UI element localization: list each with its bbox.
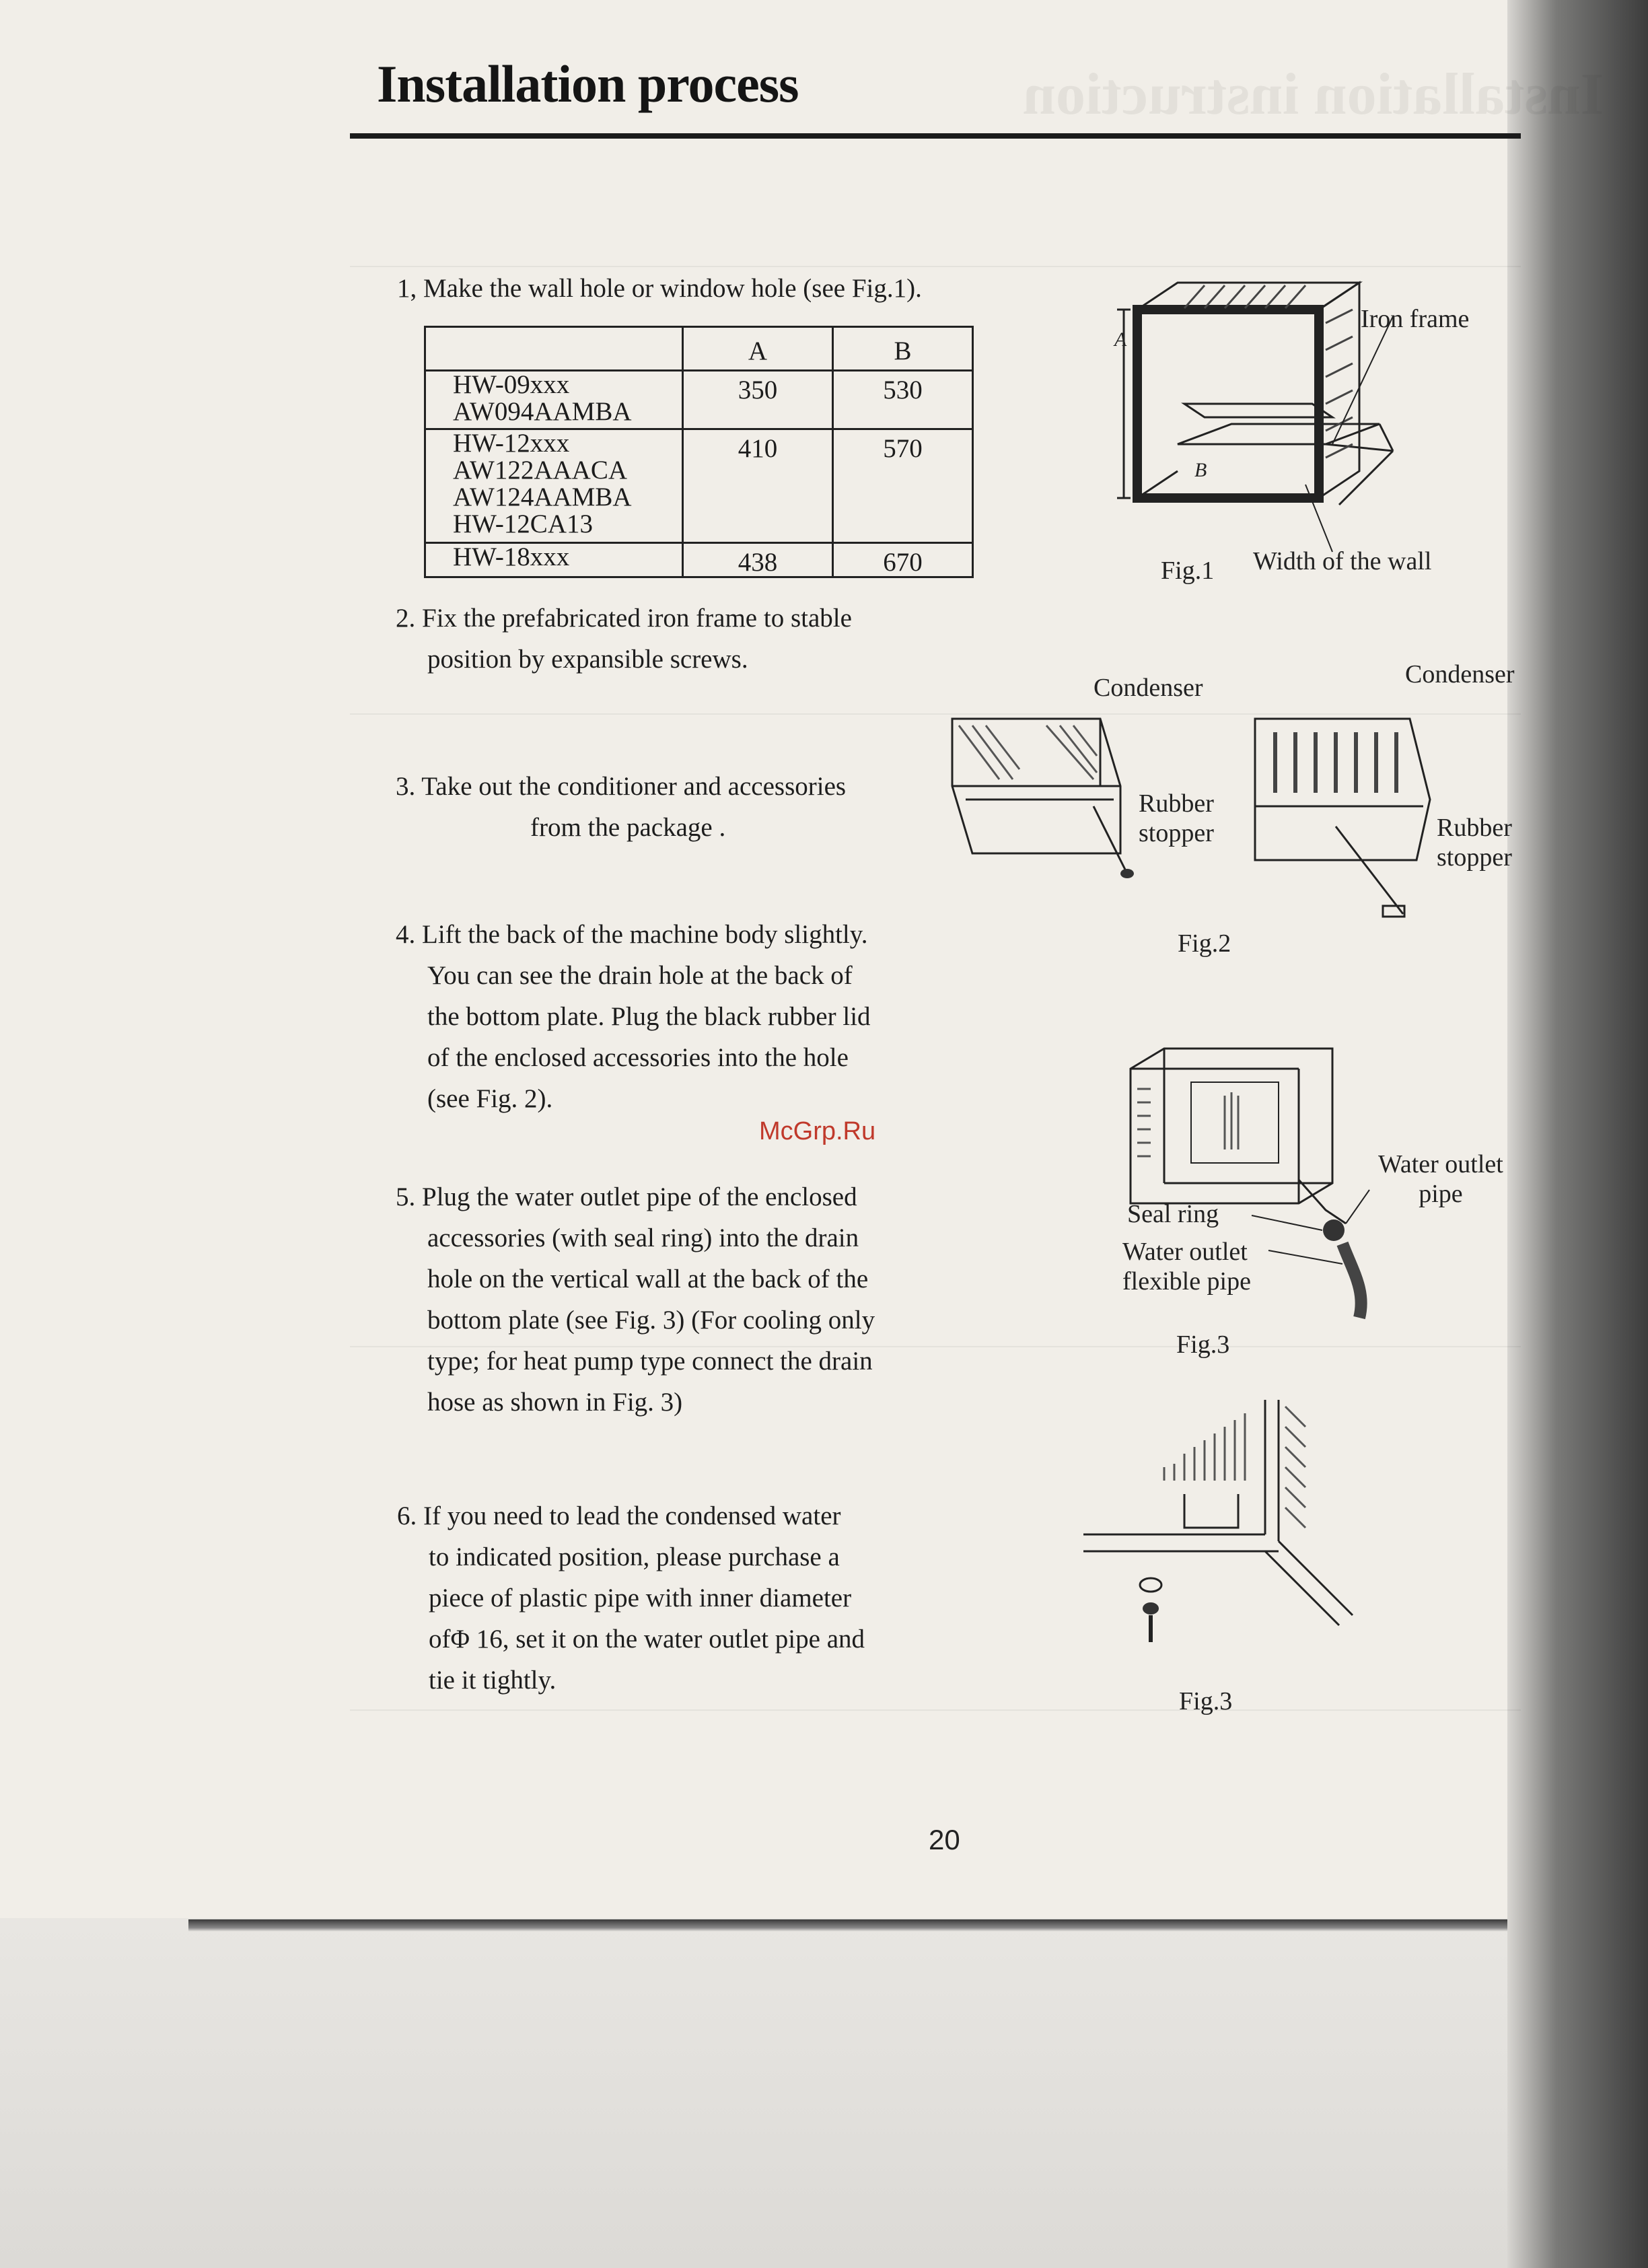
fig2-caption: Fig.2 [1178, 929, 1231, 958]
fig2-rubber-stopper-left-label [1139, 789, 1214, 848]
step-1 [397, 268, 922, 309]
step-6-line: ofΦ 16, set it on the water outlet pipe and [429, 1625, 865, 1654]
callout-line: Rubber [1139, 789, 1214, 818]
fig3-pipe-connection-drawing [1083, 1400, 1366, 1656]
table-header-a: A [683, 327, 833, 371]
bleed-through-line [350, 1709, 1521, 1711]
table-header-model [425, 327, 683, 371]
step-4 [396, 914, 871, 1119]
table-row [425, 543, 973, 577]
fig2-rubber-stopper-right-label [1437, 813, 1512, 872]
table-cell-b: 570 [833, 429, 973, 543]
step-3-line: 3. Take out the conditioner and accessories [396, 772, 847, 801]
table-cell-models [425, 371, 683, 429]
step-4-line: the bottom plate. Plug the black rubber lid [427, 1002, 871, 1031]
page-title: Installation process [377, 55, 799, 113]
fig1-dim-b: B [1194, 459, 1207, 481]
model-name: HW-18xxx [453, 542, 570, 571]
step-5 [396, 1176, 875, 1423]
step-2-line: position by expansible screws. [427, 645, 748, 674]
fig2-condenser-left-label: Condenser [1094, 674, 1203, 702]
page-binding-shadow [1507, 0, 1648, 2268]
table-cell-a: 350 [683, 371, 833, 429]
callout-line: flexible pipe [1122, 1267, 1251, 1296]
callout-line: Water outlet [1378, 1150, 1503, 1178]
table-cell-a: 438 [683, 543, 833, 577]
model-name: AW122AAACA [453, 456, 628, 485]
step-5-line: hose as shown in Fig. 3) [427, 1388, 683, 1417]
step-3-line: from the package . [530, 813, 726, 842]
table-cell-models [425, 543, 683, 577]
fig2-condenser-right-label: Condenser [1405, 660, 1515, 688]
title-rule [350, 133, 1521, 139]
table-header-b: B [833, 327, 973, 371]
step-4-line: of the enclosed accessories into the hole [427, 1043, 849, 1072]
callout-line: stopper [1437, 843, 1512, 872]
model-name: AW124AAMBA [453, 483, 632, 511]
fig3-flexible-pipe-label [1122, 1237, 1251, 1296]
step-6-line: to indicated position, please purchase a [429, 1543, 840, 1571]
step-5-line: bottom plate (see Fig. 3) (For cooling only [427, 1306, 875, 1335]
page-lower-area [0, 1918, 1648, 2268]
bleed-through-line [350, 266, 1521, 267]
fig3b-caption: Fig.3 [1179, 1687, 1233, 1715]
table-row [425, 371, 973, 429]
table-cell-a: 410 [683, 429, 833, 543]
callout-line: Rubber [1437, 814, 1512, 842]
fig1-caption: Fig.1 [1161, 557, 1215, 585]
callout-line: stopper [1139, 819, 1214, 847]
fig1-width-of-wall-label: Width of the wall [1253, 547, 1432, 575]
step-2 [396, 598, 852, 680]
step-4-line: You can see the drain hole at the back of [427, 961, 853, 990]
step-5-line: accessories (with seal ring) into the drain [427, 1224, 859, 1252]
fig3-caption: Fig.3 [1176, 1331, 1230, 1359]
table-cell-b: 530 [833, 371, 973, 429]
table-cell-models [425, 429, 683, 543]
step-5-line: hole on the vertical wall at the back of the [427, 1265, 869, 1294]
step-1-line: 1, Make the wall hole or window hole (see Fig.1). [397, 274, 922, 303]
step-6-line: 6. If you need to lead the condensed water [397, 1501, 841, 1530]
fig3-water-outlet-pipe-label [1378, 1149, 1503, 1209]
table-header-row [425, 327, 973, 371]
step-6-line: tie it tightly. [429, 1666, 557, 1695]
step-5-line: type; for heat pump type connect the drain [427, 1347, 873, 1376]
page-number: 20 [929, 1824, 960, 1855]
table-cell-b: 670 [833, 543, 973, 577]
page-bottom-edge [188, 1919, 1507, 1932]
step-4-line: (see Fig. 2). [427, 1084, 553, 1113]
model-name: HW-12xxx [453, 429, 570, 458]
table-row [425, 429, 973, 543]
fig1-dim-a: A [1114, 328, 1127, 351]
fig2-condenser-left-drawing [945, 705, 1161, 880]
step-5-line: 5. Plug the water outlet pipe of the enclosed [396, 1182, 857, 1211]
dimension-table [424, 326, 974, 578]
step-4-line: 4. Lift the back of the machine body slightly. [396, 920, 868, 949]
fig2-condenser-right-drawing [1248, 705, 1464, 921]
callout-line: Water outlet [1122, 1238, 1248, 1266]
watermark: McGrp.Ru [759, 1117, 876, 1145]
bleed-through-title: Installation instruction [1023, 62, 1604, 127]
step-3 [396, 766, 846, 848]
step-6 [397, 1495, 865, 1701]
step-2-line: 2. Fix the prefabricated iron frame to stable [396, 604, 852, 633]
step-6-line: piece of plastic pipe with inner diameter [429, 1584, 852, 1613]
fig1-iron-frame-label: Iron frame [1361, 305, 1470, 333]
model-name: HW-09xxx [453, 370, 570, 399]
model-name: HW-12CA13 [453, 509, 593, 538]
model-name: AW094AAMBA [453, 397, 632, 426]
callout-line: pipe [1419, 1180, 1463, 1208]
fig3-seal-ring-label: Seal ring [1127, 1200, 1219, 1228]
